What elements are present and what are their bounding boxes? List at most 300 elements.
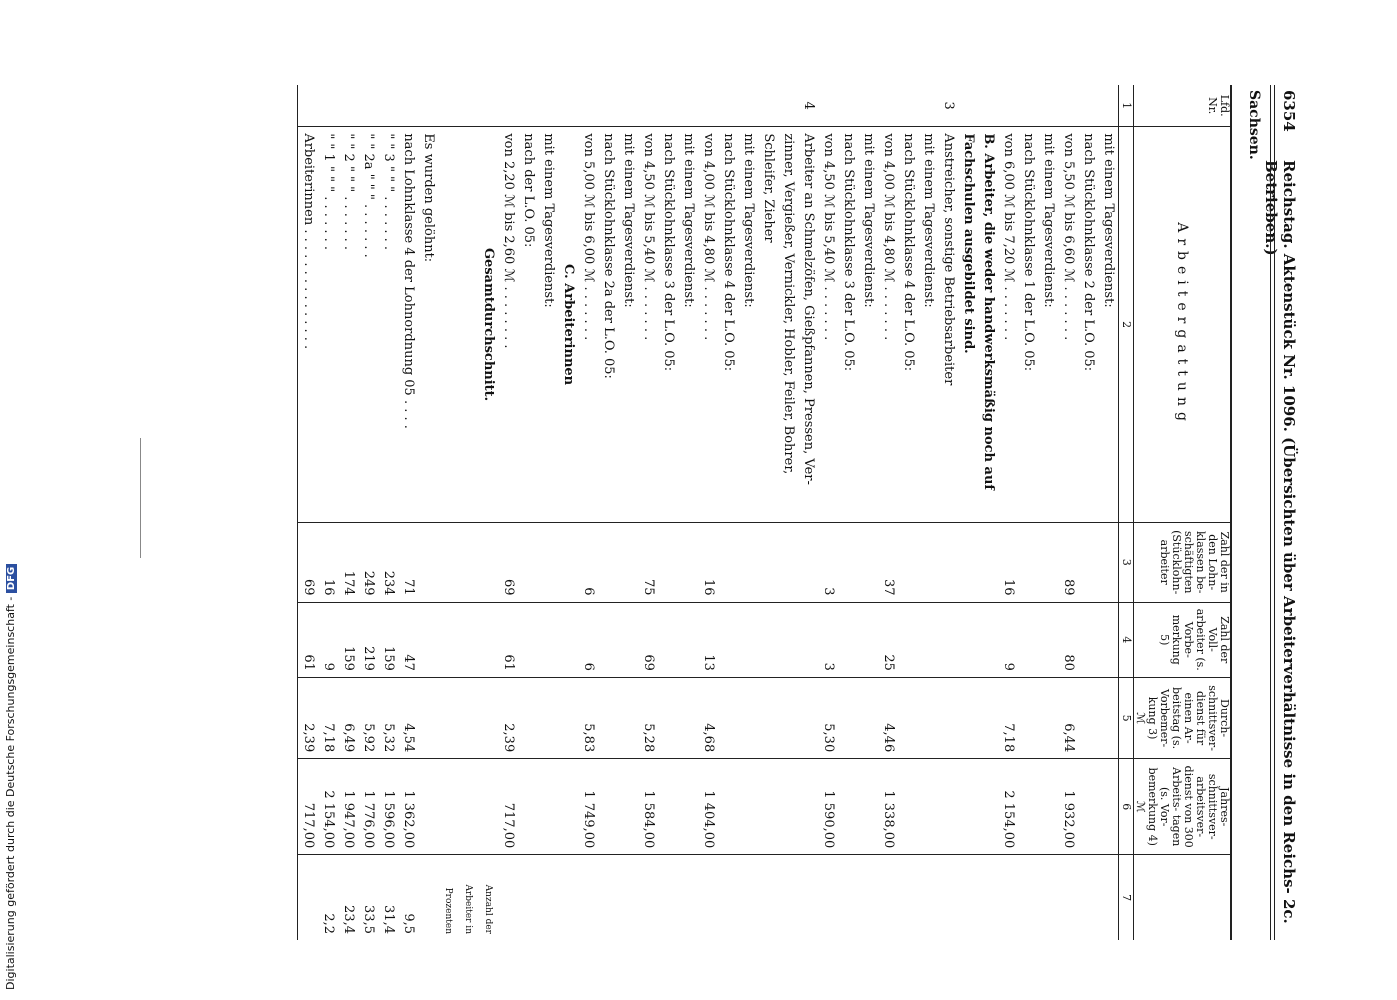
row-zahl-vollarbeiter: 159 xyxy=(378,602,398,677)
row-zahl-lohnklassen xyxy=(938,522,958,602)
row-zahl-vollarbeiter: 69 xyxy=(638,602,658,677)
row-tagesverdienst xyxy=(838,677,858,758)
row-tagesverdienst: 2,39 xyxy=(298,677,319,758)
col-header-jahresverdienst-unit: ℳ xyxy=(1134,800,1147,813)
row-jahresverdienst xyxy=(1078,759,1098,855)
col-number: 4 xyxy=(1119,602,1134,677)
row-zahl-lohnklassen: 69 xyxy=(298,522,319,602)
row-zahl-lohnklassen xyxy=(898,522,918,602)
row-zahl-lohnklassen xyxy=(718,522,738,602)
table-row xyxy=(418,85,438,940)
row-description: nach Stücklohnklasse 2a der L.O. 05: xyxy=(598,127,618,523)
row-description: nach Stücklohnklasse 3 der L.O. 05: xyxy=(838,127,858,523)
table-row xyxy=(898,85,918,940)
row-tagesverdienst: 6,49 xyxy=(338,677,358,758)
row-tagesverdienst: 4,54 xyxy=(398,677,418,758)
row-zahl-lohnklassen: 89 xyxy=(1058,522,1078,602)
table-row xyxy=(1038,85,1058,940)
row-number xyxy=(298,85,319,127)
row-jahresverdienst xyxy=(938,759,958,855)
row-description: mit einem Tagesverdienst: xyxy=(1098,127,1119,523)
row-tagesverdienst: 4,46 xyxy=(878,677,898,758)
header-rule xyxy=(1270,85,1275,940)
table-row xyxy=(658,85,678,940)
row-tagesverdienst xyxy=(718,677,738,758)
row-jahresverdienst xyxy=(738,759,758,855)
table-row xyxy=(938,85,958,940)
row-zahl-vollarbeiter: 159 xyxy=(338,602,358,677)
row-tagesverdienst xyxy=(898,677,918,758)
table-row xyxy=(518,85,538,940)
row-prozent xyxy=(658,855,678,940)
row-zahl-vollarbeiter: 9 xyxy=(318,602,338,677)
row-prozent xyxy=(918,855,938,940)
row-zahl-vollarbeiter: 25 xyxy=(878,602,898,677)
row-prozent xyxy=(838,855,858,940)
table-row xyxy=(958,85,998,940)
row-jahresverdienst: 1 404,00 xyxy=(698,759,718,855)
row-zahl-lohnklassen: 16 xyxy=(998,522,1018,602)
row-description: nach Stücklohnklasse 3 der L.O. 05: xyxy=(658,127,678,523)
row-tagesverdienst xyxy=(1098,677,1119,758)
row-zahl-vollarbeiter xyxy=(438,602,498,677)
row-prozent xyxy=(1078,855,1098,940)
col-number: 6 xyxy=(1119,759,1134,855)
row-zahl-vollarbeiter: 47 xyxy=(398,602,418,677)
row-zahl-vollarbeiter xyxy=(618,602,638,677)
table-row xyxy=(378,85,398,940)
table-row xyxy=(1018,85,1038,940)
row-prozent xyxy=(1018,855,1038,940)
row-tagesverdienst xyxy=(918,677,938,758)
row-jahresverdienst: 1 338,00 xyxy=(878,759,898,855)
row-zahl-lohnklassen: 75 xyxy=(638,522,658,602)
row-description: " " 3 " " " . . . . . . . xyxy=(378,127,398,523)
row-jahresverdienst: 1 776,00 xyxy=(358,759,378,855)
row-number xyxy=(398,85,418,127)
row-description: mit einem Tagesverdienst: xyxy=(1038,127,1058,523)
row-zahl-lohnklassen: 16 xyxy=(698,522,718,602)
wage-table xyxy=(297,85,1232,940)
row-jahresverdienst: 1 590,00 xyxy=(818,759,838,855)
row-prozent xyxy=(858,855,878,940)
row-zahl-lohnklassen xyxy=(1078,522,1098,602)
table-row xyxy=(638,85,658,940)
col-header-zahl-vollarbeiter: Zahl der Voll- arbeiter (s. Vorbe- merkung 5) xyxy=(1134,602,1232,677)
row-zahl-lohnklassen: 3 xyxy=(818,522,838,602)
row-zahl-vollarbeiter xyxy=(858,602,878,677)
row-prozent xyxy=(538,855,558,940)
row-description: von 4,50 ℳ bis 5,40 ℳ . . . . . . . xyxy=(818,127,838,523)
row-zahl-lohnklassen xyxy=(1038,522,1058,602)
row-prozent xyxy=(898,855,918,940)
row-tagesverdienst xyxy=(958,677,998,758)
row-zahl-vollarbeiter: 61 xyxy=(298,602,319,677)
row-tagesverdienst: 2,39 xyxy=(498,677,518,758)
col-header-7 xyxy=(1134,855,1232,940)
row-number xyxy=(658,85,678,127)
table-body xyxy=(298,85,1119,940)
table-row xyxy=(538,85,558,940)
row-zahl-lohnklassen xyxy=(438,522,498,602)
row-description: von 5,00 ℳ bis 6,00 ℳ . . . . . . . xyxy=(578,127,598,523)
col-number: 2 xyxy=(1119,127,1134,523)
row-zahl-lohnklassen: 69 xyxy=(498,522,518,602)
row-description: " " 2a " " " . . . . . . . xyxy=(358,127,378,523)
row-zahl-lohnklassen xyxy=(538,522,558,602)
row-description: Es wurden gelöhnt: xyxy=(418,127,438,523)
row-zahl-lohnklassen: 234 xyxy=(378,522,398,602)
row-tagesverdienst xyxy=(438,677,498,758)
row-description: nach der L.O. 05: xyxy=(518,127,538,523)
row-zahl-vollarbeiter xyxy=(598,602,618,677)
row-description: von 5,50 ℳ bis 6,60 ℳ . . . . . . . xyxy=(1058,127,1078,523)
table-row xyxy=(498,85,518,940)
margin-line xyxy=(140,438,141,558)
row-description: nach Lohnklasse 4 der Lohnordnung 05 . . . . xyxy=(398,127,418,523)
col-header-nr: Lfd. Nr. xyxy=(1134,85,1232,127)
row-prozent xyxy=(698,855,718,940)
row-tagesverdienst: 5,32 xyxy=(378,677,398,758)
row-number xyxy=(578,85,598,127)
row-tagesverdienst xyxy=(598,677,618,758)
col-number: 1 xyxy=(1119,85,1134,127)
row-zahl-lohnklassen: 16 xyxy=(318,522,338,602)
row-jahresverdienst xyxy=(718,759,738,855)
rotated-page xyxy=(167,70,1302,950)
row-number xyxy=(558,85,578,127)
row-description: mit einem Tagesverdienst: xyxy=(538,127,558,523)
row-prozent xyxy=(1058,855,1078,940)
row-zahl-vollarbeiter: 80 xyxy=(1058,602,1078,677)
table-row xyxy=(598,85,618,940)
table-row xyxy=(358,85,378,940)
row-prozent xyxy=(998,855,1018,940)
row-number xyxy=(878,85,898,127)
row-jahresverdienst xyxy=(1098,759,1119,855)
row-description: von 6,00 ℳ bis 7,20 ℳ . . . . . . . xyxy=(998,127,1018,523)
row-number xyxy=(1038,85,1058,127)
row-tagesverdienst: 5,28 xyxy=(638,677,658,758)
row-zahl-vollarbeiter xyxy=(898,602,918,677)
row-description: von 4,00 ℳ bis 4,80 ℳ . . . . . . . xyxy=(698,127,718,523)
row-zahl-vollarbeiter xyxy=(678,602,698,677)
table-row xyxy=(1058,85,1078,940)
col-header-zahl-lohnklassen: Zahl der in den Lohn- klassen be- schäftigten (Stücklohn- arbeiter xyxy=(1134,522,1232,602)
page-title: Reichstag. Aktenstück Nr. 1096. (Übersichten über Arbeiterverhältnisse in den Reichs- 2c. Betrieben.) xyxy=(1262,160,1298,924)
row-zahl-vollarbeiter xyxy=(738,602,758,677)
row-jahresverdienst: 1 947,00 xyxy=(338,759,358,855)
table-row xyxy=(858,85,878,940)
table-row xyxy=(678,85,698,940)
table-row xyxy=(1078,85,1098,940)
row-prozent xyxy=(418,855,438,940)
row-zahl-lohnklassen xyxy=(678,522,698,602)
row-tagesverdienst xyxy=(938,677,958,758)
row-jahresverdienst: 1 932,00 xyxy=(1058,759,1078,855)
row-zahl-lohnklassen xyxy=(618,522,638,602)
row-jahresverdienst: 1 362,00 xyxy=(398,759,418,855)
row-number xyxy=(598,85,618,127)
table-row xyxy=(878,85,898,940)
table-row xyxy=(438,85,498,940)
row-prozent xyxy=(678,855,698,940)
row-number xyxy=(518,85,538,127)
row-number xyxy=(418,85,438,127)
row-number xyxy=(438,85,498,127)
row-description: mit einem Tagesverdienst: xyxy=(618,127,638,523)
row-tagesverdienst xyxy=(538,677,558,758)
row-prozent xyxy=(638,855,658,940)
table-row xyxy=(818,85,838,940)
row-tagesverdienst xyxy=(1078,677,1098,758)
row-number xyxy=(638,85,658,127)
row-jahresverdienst: 2 154,00 xyxy=(998,759,1018,855)
row-zahl-lohnklassen xyxy=(1018,522,1038,602)
row-jahresverdienst xyxy=(958,759,998,855)
row-jahresverdienst: 1 749,00 xyxy=(578,759,598,855)
col-number: 7 xyxy=(1119,855,1134,940)
row-prozent xyxy=(1098,855,1119,940)
row-zahl-vollarbeiter: 219 xyxy=(358,602,378,677)
row-jahresverdienst xyxy=(758,759,818,855)
row-number xyxy=(818,85,838,127)
row-description: C. Arbeiterinnen xyxy=(558,127,578,523)
row-jahresverdienst: 717,00 xyxy=(298,759,319,855)
row-jahresverdienst xyxy=(438,759,498,855)
row-zahl-vollarbeiter xyxy=(538,602,558,677)
row-jahresverdienst xyxy=(658,759,678,855)
row-jahresverdienst xyxy=(678,759,698,855)
col-header-tagesverdienst xyxy=(1134,677,1232,758)
row-prozent: 23,4 xyxy=(341,905,356,934)
row-zahl-vollarbeiter xyxy=(758,602,818,677)
row-zahl-vollarbeiter xyxy=(938,602,958,677)
table-row xyxy=(698,85,718,940)
row-description: Gesamtdurchschnitt. xyxy=(438,127,498,523)
row-prozent xyxy=(818,855,838,940)
row-zahl-lohnklassen xyxy=(918,522,938,602)
col-header-jahresverdienst-label: Jahres- schnittsver- arbeitsver- dienst von 300 Arbeits- tagen (s. Vor- bemerkung 4) xyxy=(1146,765,1231,848)
row-tagesverdienst xyxy=(618,677,638,758)
row-zahl-vollarbeiter xyxy=(1038,602,1058,677)
row-description: nach Stücklohnklasse 1 der L.O. 05: xyxy=(1018,127,1038,523)
state-heading: Sachsen. xyxy=(1246,90,1262,160)
row-prozent xyxy=(938,855,958,940)
row-zahl-lohnklassen xyxy=(758,522,818,602)
row-zahl-vollarbeiter xyxy=(958,602,998,677)
table-row xyxy=(718,85,738,940)
row-tagesverdienst xyxy=(1038,677,1058,758)
row-zahl-vollarbeiter: 13 xyxy=(698,602,718,677)
row-tagesverdienst: 5,83 xyxy=(578,677,598,758)
row-tagesverdienst xyxy=(658,677,678,758)
row-number xyxy=(918,85,938,127)
row-jahresverdienst xyxy=(558,759,578,855)
table-row xyxy=(1098,85,1119,940)
row-zahl-vollarbeiter: 6 xyxy=(578,602,598,677)
row-zahl-lohnklassen: 6 xyxy=(578,522,598,602)
row-prozent xyxy=(618,855,638,940)
row-number xyxy=(358,85,378,127)
row-number xyxy=(1078,85,1098,127)
table-row xyxy=(918,85,938,940)
row-zahl-lohnklassen: 71 xyxy=(398,522,418,602)
row-description: Anstreicher, sonstige Betriebsarbeiter xyxy=(938,127,958,523)
page-number: 6354 xyxy=(1280,90,1298,132)
row-tagesverdienst xyxy=(858,677,878,758)
row-jahresverdienst: 1 584,00 xyxy=(638,759,658,855)
row-jahresverdienst: 1 596,00 xyxy=(378,759,398,855)
row-number xyxy=(1058,85,1078,127)
footer-text: Digitalisierung gefördert durch die Deutsche Forschungsgemeinschaft - xyxy=(4,596,17,990)
row-prozent: 9,5 xyxy=(401,913,416,934)
row-number: 3 xyxy=(938,85,958,127)
row-jahresverdienst xyxy=(898,759,918,855)
row-prozent xyxy=(1038,855,1058,940)
row-description: mit einem Tagesverdienst: xyxy=(678,127,698,523)
col-header-arbeitergattung: Arbeitergattung xyxy=(1134,127,1232,523)
row-zahl-lohnklassen xyxy=(958,522,998,602)
row-description: mit einem Tagesverdienst: xyxy=(738,127,758,523)
row-prozent: 2,2 xyxy=(321,913,336,934)
row-description: nach Stücklohnklasse 4 der L.O. 05: xyxy=(718,127,738,523)
row-tagesverdienst: 5,30 xyxy=(818,677,838,758)
row-tagesverdienst xyxy=(518,677,538,758)
row-number xyxy=(1018,85,1038,127)
row-tagesverdienst xyxy=(678,677,698,758)
row-number xyxy=(618,85,638,127)
row-zahl-vollarbeiter xyxy=(1098,602,1119,677)
column-number-row xyxy=(1119,85,1134,940)
row-prozent xyxy=(298,855,319,940)
table-row xyxy=(318,85,338,940)
row-jahresverdienst xyxy=(598,759,618,855)
row-description: Arbeiterinnen . . . . . . . . . . . . . . . xyxy=(298,127,319,523)
row-description: nach Stücklohnklasse 4 der L.O. 05: xyxy=(898,127,918,523)
row-number xyxy=(678,85,698,127)
row-description: Arbeiter an Schmelzöfen, Gießpfannen, Pressen, Ver- zinner, Vergießer, Vernickler, Hobler, Feiler, Bohrer, Schleifer, Zieher xyxy=(758,127,818,523)
row-prozent xyxy=(558,855,578,940)
col-header-jahresverdienst xyxy=(1134,759,1232,855)
row-description: mit einem Tagesverdienst: xyxy=(918,127,938,523)
row-number xyxy=(318,85,338,127)
row-description: " " 1 " " " . . . . . . . xyxy=(318,127,338,523)
row-zahl-vollarbeiter xyxy=(418,602,438,677)
table-row xyxy=(558,85,578,940)
row-tagesverdienst xyxy=(738,677,758,758)
row-zahl-lohnklassen xyxy=(558,522,578,602)
row-zahl-lohnklassen: 249 xyxy=(358,522,378,602)
row-number xyxy=(1098,85,1119,127)
row-tagesverdienst: 4,68 xyxy=(698,677,718,758)
row-number xyxy=(958,85,998,127)
col-header-tagesverdienst-unit: ℳ xyxy=(1134,712,1147,724)
table-row xyxy=(838,85,858,940)
row-tagesverdienst: 5,92 xyxy=(358,677,378,758)
row-prozent xyxy=(718,855,738,940)
row-zahl-lohnklassen xyxy=(738,522,758,602)
row-prozent xyxy=(518,855,538,940)
row-jahresverdienst xyxy=(618,759,638,855)
row-prozent xyxy=(578,855,598,940)
row-prozent xyxy=(498,855,518,940)
row-zahl-lohnklassen xyxy=(1098,522,1119,602)
row-zahl-vollarbeiter xyxy=(918,602,938,677)
row-zahl-vollarbeiter xyxy=(718,602,738,677)
table-row xyxy=(998,85,1018,940)
row-zahl-lohnklassen xyxy=(838,522,858,602)
row-prozent xyxy=(758,855,818,940)
table-row xyxy=(578,85,598,940)
row-jahresverdienst xyxy=(518,759,538,855)
row-tagesverdienst: 7,18 xyxy=(318,677,338,758)
digitization-footer xyxy=(4,0,17,990)
row-zahl-vollarbeiter xyxy=(558,602,578,677)
row-number xyxy=(738,85,758,127)
row-jahresverdienst xyxy=(538,759,558,855)
row-jahresverdienst xyxy=(918,759,938,855)
table-row xyxy=(398,85,418,940)
table-row xyxy=(618,85,638,940)
row-prozent xyxy=(598,855,618,940)
row-number: 4 xyxy=(758,85,818,127)
row-zahl-vollarbeiter xyxy=(838,602,858,677)
row-number xyxy=(338,85,358,127)
table-row xyxy=(738,85,758,940)
row-number xyxy=(898,85,918,127)
row-description: von 2,20 ℳ bis 2,60 ℳ . . . . . . . . xyxy=(498,127,518,523)
row-number xyxy=(858,85,878,127)
row-zahl-lohnklassen xyxy=(518,522,538,602)
row-zahl-lohnklassen: 174 xyxy=(338,522,358,602)
row-tagesverdienst xyxy=(758,677,818,758)
row-prozent: Anzahl der Arbeiter in Prozenten xyxy=(443,884,493,934)
row-number xyxy=(998,85,1018,127)
row-number xyxy=(718,85,738,127)
row-jahresverdienst xyxy=(1018,759,1038,855)
col-header-tagesverdienst-label: Durch- schnittsver- dienst für einen Ar- beitstag (s. Vorbemer- kung 3) xyxy=(1146,685,1231,751)
row-jahresverdienst: 717,00 xyxy=(498,759,518,855)
row-zahl-lohnklassen xyxy=(598,522,618,602)
row-description: nach Stücklohnklasse 2 der L.O. 05: xyxy=(1078,127,1098,523)
row-jahresverdienst xyxy=(1038,759,1058,855)
row-prozent xyxy=(878,855,898,940)
table-header-row xyxy=(1134,85,1232,940)
row-prozent xyxy=(958,855,998,940)
col-number: 5 xyxy=(1119,677,1134,758)
row-tagesverdienst: 7,18 xyxy=(998,677,1018,758)
row-zahl-vollarbeiter: 61 xyxy=(498,602,518,677)
row-tagesverdienst xyxy=(558,677,578,758)
dfg-logo: DFG xyxy=(6,564,17,593)
row-zahl-lohnklassen: 37 xyxy=(878,522,898,602)
row-description: von 4,50 ℳ bis 5,40 ℳ . . . . . . . xyxy=(638,127,658,523)
row-tagesverdienst xyxy=(1018,677,1038,758)
row-description: mit einem Tagesverdienst: xyxy=(858,127,878,523)
row-number xyxy=(698,85,718,127)
row-number xyxy=(378,85,398,127)
row-number xyxy=(538,85,558,127)
page-header xyxy=(1262,90,1302,940)
row-description: B. Arbeiter, die weder handwerksmäßig noch auf Fachschulen ausgebildet sind. xyxy=(958,127,998,523)
table-row xyxy=(298,85,319,940)
row-number xyxy=(838,85,858,127)
row-jahresverdienst xyxy=(838,759,858,855)
row-tagesverdienst xyxy=(418,677,438,758)
table-row xyxy=(338,85,358,940)
row-zahl-vollarbeiter xyxy=(1018,602,1038,677)
